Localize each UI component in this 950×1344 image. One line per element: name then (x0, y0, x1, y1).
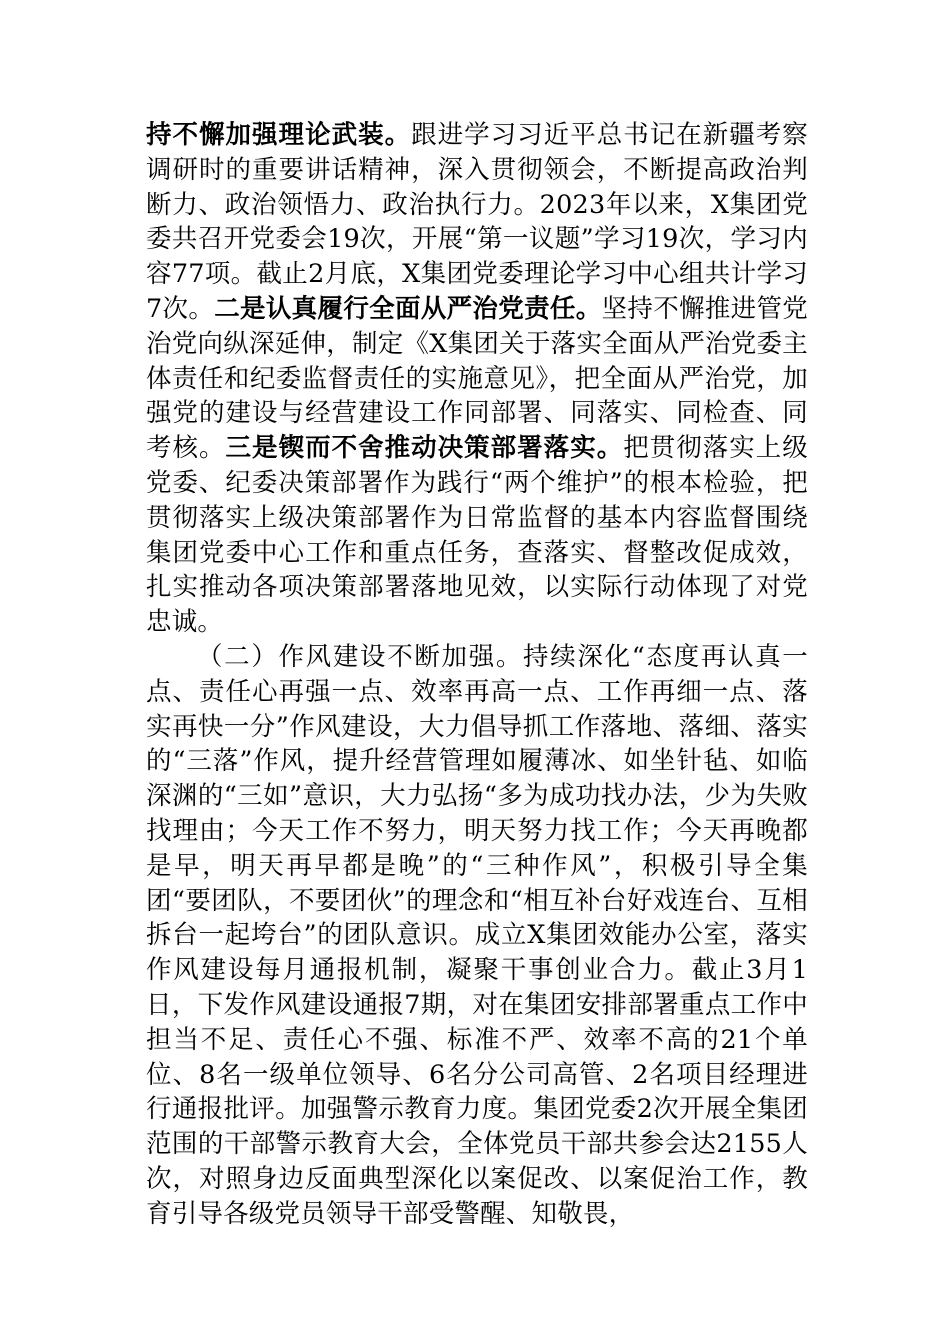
heading-decision-implementation: 三是锲而不舍推动决策部署落实。 (225, 433, 624, 464)
text-theory-armament: 跟进学习习近平总书记在新疆考察调研时的重要讲话精神，深入贯彻领会，不断提高政治判断力、政治领悟力、政治执行力。2023年以来，X集团党委共召开党委会19次，开展“第一议题”学习19次，学习内容77项。截止2月底，X集团党委理论学习中心组共计学习7次。 (146, 120, 808, 324)
heading-party-governance-responsibility: 二是认真履行全面从严治党责任。 (214, 293, 602, 324)
text-party-governance-responsibility: 坚持不懈推进管党治党向纵深延伸，制定《X集团关于落实全面从严治党委主体责任和纪委监督责任的实施意见》，把全面从严治党，加强党的建设与经营建设工作同部署、同落实、同检查、同考核。 (146, 293, 809, 464)
text-decision-implementation: 把贯彻落实上级党委、纪委决策部署作为践行“两个维护”的根本检验，把贯彻落实上级决策部署作为日常监督的基本内容监督围绕集团党委中心工作和重点任务，查落实、督整改促成效，扎实推动各项决策部署落地见效，以实际行动体现了对党忠诚。 (146, 433, 808, 638)
paragraph-theory-and-responsibility (146, 118, 808, 640)
paragraph-work-style: （二）作风建设不断加强。持续深化“态度再认真一点、责任心再强一点、效率再高一点、工作再细一点、落实再快一分”作风建设，大力倡导抓工作落地、落细、落实的“三落”作风，提升经营管理如履薄冰、如坐针毡、如临深渊的“三如”意识，大力弘扬“多为成功找办法，少为失败找理由；今天工作不努力，明天努力找工作；今天再晚都是早，明天再早都是晚”的“三种作风”，积极引导全集团“要团队，不要团伙”的理念和“相互补台好戏连台、互相拆台一起垮台”的团队意识。成立X集团效能办公室，落实作风建设每月通报机制，凝聚干事创业合力。截止3月1日，下发作风建设通报7期，对在集团安排部署重点工作中担当不足、责任心不强、标准不严、效率不高的21个单位、8名一级单位领导、6名分公司高管、2名项目经理进行通报批评。加强警示教育力度。集团党委2次开展全集团范围的干部警示教育大会，全体党员干部共参会达2155人次，对照身边反面典型深化以案促改、以案促治工作，教育引导各级党员领导干部受警醒、知敬畏， (146, 641, 808, 1229)
heading-theory-armament: 持不懈加强理论武装。 (146, 120, 412, 150)
document-body (146, 118, 808, 1232)
